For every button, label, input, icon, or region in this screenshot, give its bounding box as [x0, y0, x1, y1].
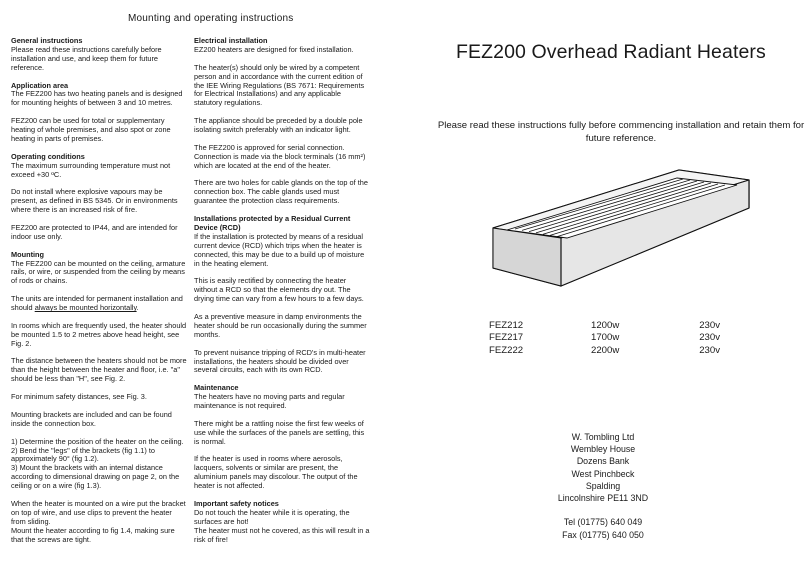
spec-power: 2200w — [591, 344, 620, 356]
section-paragraph: The heaters have no moving parts and regular maintenance is not required. — [194, 392, 345, 411]
cover-read-notice: Please read these instructions fully before commencing installation and retain them for future reference. — [437, 120, 805, 144]
spec-row — [486, 320, 722, 332]
spec-row — [486, 345, 722, 357]
right-text-column — [194, 37, 370, 553]
section-electrical-installation — [194, 37, 370, 206]
heater-illustration — [491, 168, 751, 288]
section-general-instructions — [11, 37, 188, 73]
section-paragraph: The FEZ200 is approved for serial connection. Connection is made via the block terminals (16 mm²) which are located at the end of the heater. — [194, 142, 366, 170]
address-line: Spalding — [585, 480, 621, 491]
company-address — [520, 431, 686, 541]
address-line: W. Tombling Ltd — [571, 432, 635, 442]
section-paragraph: This is easily rectified by connecting the heater without a RCD so that the elements dry out. The drying time can vary from a few hours to a few days. — [194, 276, 364, 304]
spec-voltage: 230v — [699, 320, 720, 331]
section-operating-conditions — [11, 153, 188, 242]
spec-table — [486, 320, 722, 357]
section-application-area — [11, 82, 188, 144]
section-paragraph: There might be a rattling noise the first few weeks of use while the surfaces of the panels are settling, this is normal. — [194, 418, 365, 446]
mounting-steps — [11, 438, 188, 491]
section-paragraph: To prevent nuisance tripping of RCD's in multi-heater installations, the heaters should be divided over several circuits, each with its own RCD. — [194, 347, 366, 375]
section-paragraph: As a preventive measure in damp environments the heater should be run occasionally during the summer months. — [194, 311, 367, 339]
mounting-step: 1) Determine the position of the heater on the ceiling. — [11, 436, 184, 446]
section-paragraph: The FEZ200 has two heating panels and is designed for mounting heights of between 3 and 10 metres. — [11, 89, 183, 108]
section-line: When the heater is mounted on a wire put the bracket on top of wire, and use clips to prevent the heater from sliding. — [11, 498, 186, 526]
section-heading: Installations protected by a Residual Current Device (RCD) — [194, 214, 351, 232]
section-paragraph: Do not install where explosive vapours may be present, as defined in BS 5345. Or in environments where there is an increased risk of fire. — [11, 187, 178, 215]
section-paragraph: For minimum safety distances, see Fig. 3. — [11, 392, 147, 402]
spec-row — [486, 332, 722, 344]
wire-mount-notes — [11, 500, 188, 545]
spec-model: FEZ222 — [489, 344, 524, 356]
section-paragraph: FEZ200 can be used for total or supplementary heating of whole premises, and also spot or zone heating in parts of premises. — [11, 116, 171, 143]
phone-number: Tel (01775) 640 049 — [563, 517, 643, 528]
mounting-step: 2) Bend the "legs" of the brackets (fig 1.1) to approximately 90° (fig 1.2). — [11, 445, 156, 464]
section-paragraph: The maximum surrounding temperature must not exceed +30 ºC. — [11, 160, 171, 179]
section-heading: Mounting — [11, 249, 45, 259]
section-rcd — [194, 215, 370, 375]
address-line: Dozens Bank — [576, 456, 630, 467]
spec-power: 1700w — [591, 332, 620, 344]
section-heading: General instructions — [11, 36, 83, 45]
left-text-column — [11, 37, 188, 553]
address-line: West Pinchbeck — [571, 468, 635, 479]
page-header-title: Mounting and operating instructions — [128, 13, 294, 24]
permanent-installation-paragraph: The units are intended for permanent installation and should always be mounted horizontally. — [11, 294, 183, 313]
spec-model: FEZ217 — [489, 332, 524, 344]
section-mounting — [11, 251, 188, 545]
section-paragraph: Do not touch the heater while it is operating, the surfaces are hot! The heater must not he covered, as this will result in a risk of fire! — [194, 507, 370, 544]
section-paragraph: In rooms which are frequently used, the heater should be mounted 1.5 to 2 metres above head height, see Fig. 2. — [11, 320, 187, 348]
section-paragraph: Mounting brackets are included and can be found inside the connection box. — [11, 409, 172, 428]
section-line: Mount the heater according to fig 1.4, making sure that the screws are tight. — [11, 525, 175, 544]
mounting-step: 3) Mount the brackets with an internal distance according to dimensional drawing on page 2, on the ceiling or on a wire (fig 1.3). — [11, 463, 180, 491]
section-paragraph: The distance between the heaters should not be more than the height between the heater and floor, i.e. "a" should be less than "H", see Fig. 2. — [11, 356, 187, 384]
horizontal-mount-emphasis: always be mounted horizontally — [34, 303, 137, 313]
section-heading: Application area — [11, 80, 69, 90]
section-paragraph: Please read these instructions carefully before installation and use, and keep them for future reference. — [11, 44, 162, 72]
spec-power: 1200w — [591, 320, 620, 331]
section-maintenance — [194, 384, 370, 491]
spec-voltage: 230v — [699, 344, 720, 356]
section-paragraph: There are two holes for cable glands on the top of the connection box. The cable glands used must guarantee the protection class requirements. — [194, 178, 368, 206]
address-line: Wembley House — [570, 444, 636, 455]
cover-title: FEZ200 Overhead Radiant Heaters — [456, 41, 766, 63]
section-safety-notices — [194, 500, 370, 545]
section-paragraph: FEZ200 are protected to IP44, and are intended for indoor use only. — [11, 222, 178, 241]
spec-model: FEZ212 — [489, 320, 524, 331]
section-heading: Important safety notices — [194, 498, 279, 508]
section-paragraph: If the heater is used in rooms where aerosols, lacquers, solvents or similar are present, the aluminium panels may discolour. The output of the heater is not affected. — [194, 454, 358, 491]
section-paragraph: The appliance should be preceded by a double pole isolating switch preferably with an indicator light. — [194, 116, 363, 135]
section-heading: Maintenance — [194, 383, 239, 393]
section-heading: Operating conditions — [11, 151, 85, 161]
section-paragraph: The FEZ200 can be mounted on the ceiling, armature rails, or wire, or suspended from the ceiling by means of rods or chains. — [11, 258, 186, 286]
section-heading: Electrical installation — [194, 36, 268, 45]
section-paragraph: EZ200 heaters are designed for fixed installation. — [194, 44, 354, 54]
address-line: Lincolnshire PE11 3ND — [557, 493, 649, 504]
section-paragraph: If the installation is protected by means of a residual current device (RCD) which trips when the heater is connected, this may be due to a build up of moisture in the heating element. — [194, 231, 365, 268]
fax-number: Fax (01775) 640 050 — [562, 529, 644, 540]
section-paragraph: The heater(s) should only be wired by a competent person and in accordance with the current edition of the IEE Wiring Regulations (BS 7671: Requirements for Electrical Installations) and any applicable statutory regulations. — [194, 62, 365, 108]
spec-voltage: 230v — [699, 332, 720, 344]
